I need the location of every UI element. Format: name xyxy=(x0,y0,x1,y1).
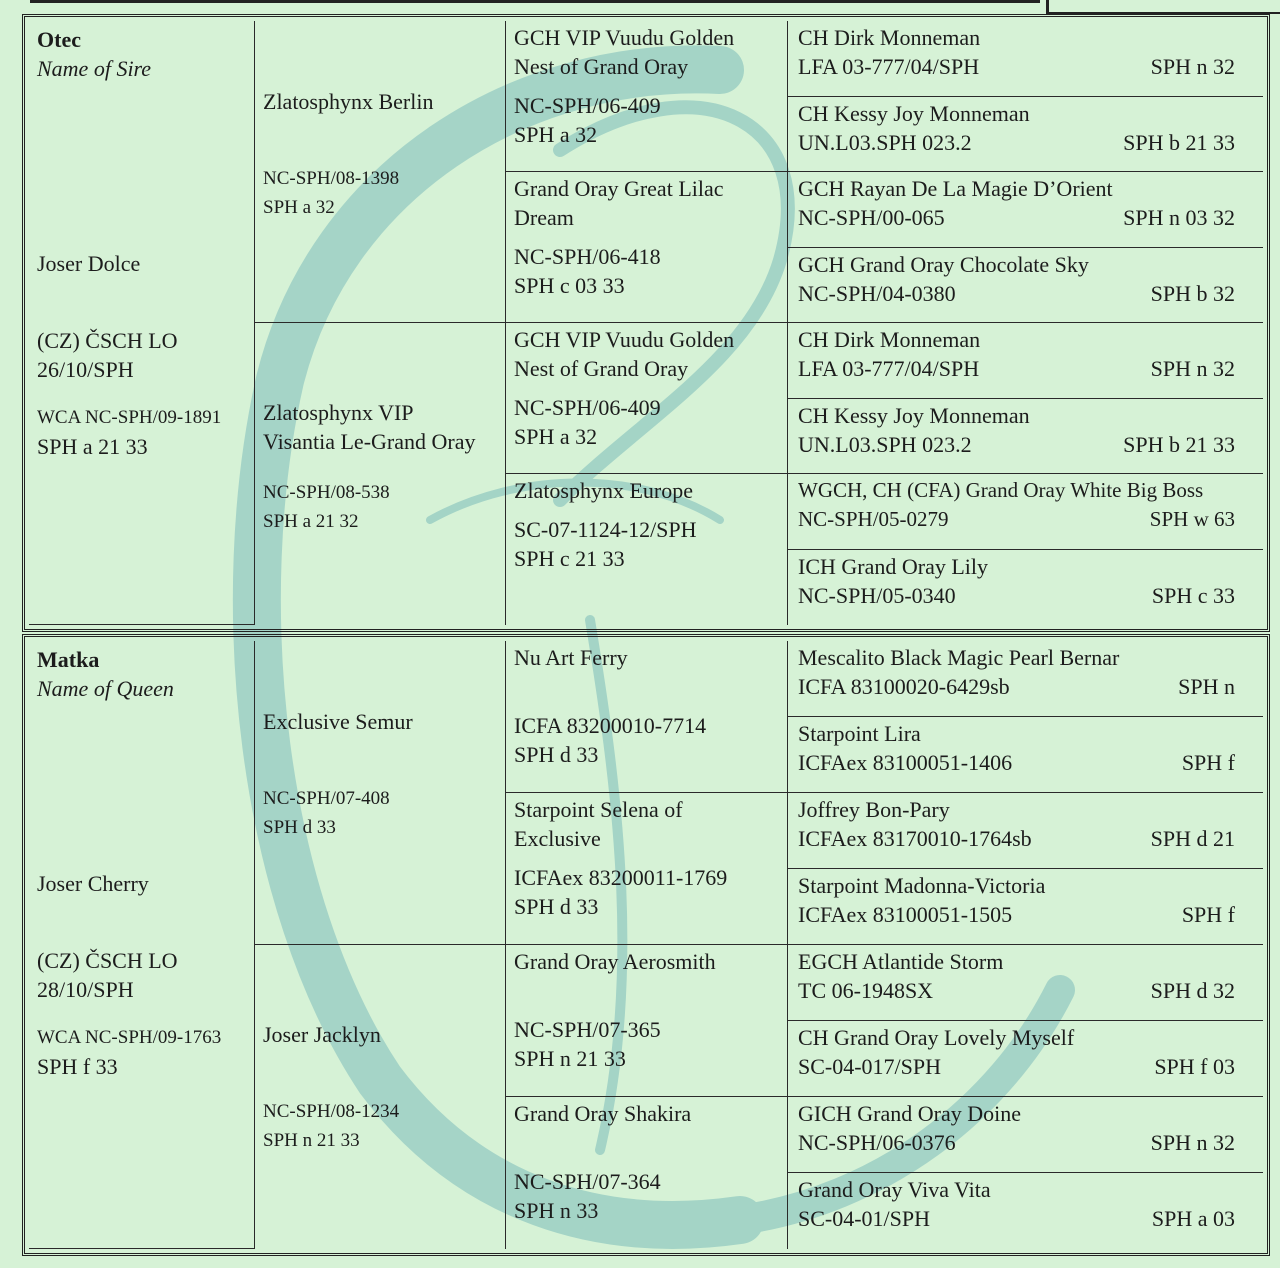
ggp-reg: NC-SPH/04-0380 xyxy=(798,280,956,306)
sire-role-label: Otec xyxy=(37,27,81,52)
ggp-ems: SPH d 21 xyxy=(1150,826,1235,851)
parent-reg: NC-SPH/08-538 xyxy=(263,482,390,503)
grandparent-name-2 xyxy=(514,1128,779,1167)
parent-name: Zlatosphynx VIP xyxy=(263,400,414,425)
ggp-name: Grand Oray Viva Vita xyxy=(798,1177,991,1202)
great-grandparent-cell xyxy=(788,399,1263,475)
ggp-reg: ICFAex 83100051-1505 xyxy=(798,902,1013,927)
grandparent-reg: NC-SPH/07-365 xyxy=(514,1017,661,1042)
ggp-reg: LFA 03-777/04/SPH xyxy=(798,54,980,79)
grandparent-reg: SC-07-1124-12/SPH xyxy=(514,517,697,542)
grandparent-ems: SPH a 32 xyxy=(514,122,598,147)
grandparent-cell xyxy=(506,945,788,1097)
grandparent-cell xyxy=(506,1097,788,1249)
dam-ems: SPH f 33 xyxy=(37,1054,118,1079)
great-grandparent-cell xyxy=(788,550,1263,626)
dam-father-cell xyxy=(255,641,506,945)
great-grandparent-cell xyxy=(788,869,1263,945)
ggp-name: GICH Grand Oray Doine xyxy=(798,1101,1021,1126)
parent-name: Zlatosphynx Berlin xyxy=(263,89,434,114)
parent-reg: NC-SPH/08-1234 xyxy=(263,1101,400,1122)
grandparent-reg: NC-SPH/06-418 xyxy=(514,244,661,269)
grandparent-reg: ICFAex 83200011-1769 xyxy=(514,865,728,890)
grandparent-name-2: Dream xyxy=(514,205,574,230)
parent-ems: SPH a 21 32 xyxy=(263,511,359,532)
parent-name-2: Visantia Le-Grand Oray xyxy=(263,429,476,454)
sire-registration-2: 26/10/SPH xyxy=(37,357,134,382)
grandparent-reg: NC-SPH/06-409 xyxy=(514,395,661,420)
sire-cell xyxy=(29,21,255,625)
grandparent-name-2 xyxy=(514,672,779,711)
great-grandparent-cell xyxy=(788,717,1263,793)
great-grandparent-cell xyxy=(788,1021,1263,1097)
sire-role-english: Name of Sire xyxy=(37,56,152,81)
great-grandparent-cell xyxy=(788,21,1263,97)
grandparent-name: Nu Art Ferry xyxy=(514,645,628,670)
grandparent-ems: SPH d 33 xyxy=(514,894,599,919)
ggp-ems: SPH b 32 xyxy=(1150,280,1235,306)
great-grandparent-cell xyxy=(788,248,1263,324)
parent-ems: SPH a 32 xyxy=(263,197,335,218)
great-grandparent-cell xyxy=(788,97,1263,173)
sire-ems: SPH a 21 33 xyxy=(37,434,148,459)
dam-cell xyxy=(29,641,255,1249)
ggp-ems: SPH f xyxy=(1181,902,1235,927)
ggp-ems: SPH d 32 xyxy=(1150,978,1235,1003)
grandparent-cell xyxy=(506,641,788,793)
grandparent-ems: SPH d 33 xyxy=(514,742,599,767)
ggp-reg: UN.L03.SPH 023.2 xyxy=(798,431,972,457)
ggp-name: GCH Grand Oray Chocolate Sky xyxy=(798,251,1089,277)
ggp-name: Mescalito Black Magic Pearl Bernar xyxy=(798,645,1120,670)
ggp-reg: ICFA 83100020-6429sb xyxy=(798,674,1010,699)
ggp-name: WGCH, CH (CFA) Grand Oray White Big Boss xyxy=(798,478,1204,502)
ggp-reg: ICFAex 83170010-1764sb xyxy=(798,826,1032,851)
parent-reg: NC-SPH/07-408 xyxy=(263,788,390,809)
grandparent-name: Grand Oray Great Lilac xyxy=(514,176,724,201)
ggp-ems: SPH n 03 32 xyxy=(1123,205,1235,230)
top-right-border xyxy=(1046,0,1280,14)
ggp-ems: SPH f xyxy=(1181,750,1235,775)
ggp-name: CH Grand Oray Lovely Myself xyxy=(798,1025,1075,1050)
great-grandparent-cell xyxy=(788,1173,1263,1249)
grandparent-cell xyxy=(506,793,788,945)
grandparent-reg: NC-SPH/07-364 xyxy=(514,1169,661,1194)
ggp-reg: NC-SPH/05-0279 xyxy=(798,507,949,531)
ggp-name: Starpoint Madonna-Victoria xyxy=(798,873,1046,898)
grandparent-ems: SPH c 03 33 xyxy=(514,273,625,298)
grandparent-reg: ICFA 83200010-7714 xyxy=(514,713,707,738)
dam-section xyxy=(22,634,1270,1256)
ggp-ems: SPH n xyxy=(1178,674,1235,699)
grandparent-name: GCH VIP Vuudu Golden xyxy=(514,25,735,50)
dam-role-label: Matka xyxy=(37,647,100,672)
ggp-name: Joffrey Bon-Pary xyxy=(798,797,950,822)
sire-father-cell xyxy=(255,21,506,323)
great-grandparent-cell xyxy=(788,945,1263,1021)
sire-registration-1: (CZ) ČSCH LO xyxy=(37,328,178,353)
sire-name: Joser Dolce xyxy=(37,251,141,276)
ggp-ems: SPH n 32 xyxy=(1150,54,1235,79)
grandparent-name-2: Nest of Grand Oray xyxy=(514,356,689,381)
ggp-ems: SPH w 63 xyxy=(1149,507,1235,531)
ggp-name: CH Dirk Monneman xyxy=(798,25,981,50)
ggp-ems: SPH c 33 xyxy=(1151,582,1235,608)
ggp-ems: SPH f 03 xyxy=(1154,1054,1235,1079)
great-grandparent-cell xyxy=(788,641,1263,717)
ggp-name: EGCH Atlantide Storm xyxy=(798,949,1004,974)
grandparent-name-2: Exclusive xyxy=(514,826,601,851)
ggp-reg: NC-SPH/05-0340 xyxy=(798,582,956,608)
ggp-reg: NC-SPH/00-065 xyxy=(798,205,945,230)
ggp-reg: TC 06-1948SX xyxy=(798,978,934,1003)
ggp-name: Starpoint Lira xyxy=(798,721,921,746)
grandparent-reg: NC-SPH/06-409 xyxy=(514,93,661,118)
ggp-reg: ICFAex 83100051-1406 xyxy=(798,750,1013,775)
ggp-ems: SPH n 32 xyxy=(1150,1130,1235,1155)
great-grandparent-cell xyxy=(788,474,1263,550)
ggp-reg: LFA 03-777/04/SPH xyxy=(798,356,980,381)
dam-registration-1: (CZ) ČSCH LO xyxy=(37,948,178,973)
sire-registration-3: WCA NC-SPH/09-1891 xyxy=(37,407,222,428)
parent-name: Joser Jacklyn xyxy=(263,1022,381,1047)
great-grandparent-cell xyxy=(788,793,1263,869)
ggp-ems: SPH n 32 xyxy=(1150,356,1235,381)
ggp-name: GCH Rayan De La Magie D’Orient xyxy=(798,176,1113,201)
dam-registration-2: 28/10/SPH xyxy=(37,977,134,1002)
ggp-reg: SC-04-01/SPH xyxy=(798,1206,931,1231)
ggp-reg: SC-04-017/SPH xyxy=(798,1054,942,1079)
great-grandparent-cell xyxy=(788,172,1263,248)
grandparent-name: Grand Oray Aerosmith xyxy=(514,949,716,974)
grandparent-name: Starpoint Selena of xyxy=(514,797,683,822)
ggp-ems: SPH b 21 33 xyxy=(1123,431,1235,457)
parent-reg: NC-SPH/08-1398 xyxy=(263,168,400,189)
top-border-line xyxy=(30,0,1040,3)
ggp-name: CH Kessy Joy Monneman xyxy=(798,402,1030,428)
grandparent-name-2 xyxy=(514,976,779,1015)
grandparent-name-2: Nest of Grand Oray xyxy=(514,54,689,79)
ggp-reg: NC-SPH/06-0376 xyxy=(798,1130,956,1155)
grandparent-cell xyxy=(506,323,788,474)
parent-name: Exclusive Semur xyxy=(263,709,413,734)
grandparent-cell xyxy=(506,172,788,323)
grandparent-ems: SPH n 33 xyxy=(514,1198,599,1223)
grandparent-name: GCH VIP Vuudu Golden xyxy=(514,327,735,352)
grandparent-name: Grand Oray Shakira xyxy=(514,1101,692,1126)
parent-ems: SPH d 33 xyxy=(263,817,336,838)
dam-role-english: Name of Queen xyxy=(37,676,174,701)
ggp-ems: SPH a 03 xyxy=(1151,1206,1235,1231)
grandparent-ems: SPH c 21 33 xyxy=(514,546,625,571)
ggp-name: CH Kessy Joy Monneman xyxy=(798,100,1030,126)
ggp-ems: SPH b 21 33 xyxy=(1123,129,1235,155)
grandparent-name: Zlatosphynx Europe xyxy=(514,478,694,503)
sire-section xyxy=(22,14,1270,632)
grandparent-cell xyxy=(506,21,788,172)
grandparent-cell xyxy=(506,474,788,625)
great-grandparent-cell xyxy=(788,1097,1263,1173)
ggp-name: CH Dirk Monneman xyxy=(798,327,981,352)
dam-mother-cell xyxy=(255,945,506,1249)
great-grandparent-cell xyxy=(788,323,1263,399)
dam-registration-3: WCA NC-SPH/09-1763 xyxy=(37,1027,222,1048)
grandparent-ems: SPH n 21 33 xyxy=(514,1046,626,1071)
ggp-name: ICH Grand Oray Lily xyxy=(798,553,989,579)
sire-mother-cell xyxy=(255,323,506,625)
parent-ems: SPH n 21 33 xyxy=(263,1130,360,1151)
ggp-reg: UN.L03.SPH 023.2 xyxy=(798,129,972,155)
dam-name: Joser Cherry xyxy=(37,871,149,896)
grandparent-ems: SPH a 32 xyxy=(514,424,598,449)
